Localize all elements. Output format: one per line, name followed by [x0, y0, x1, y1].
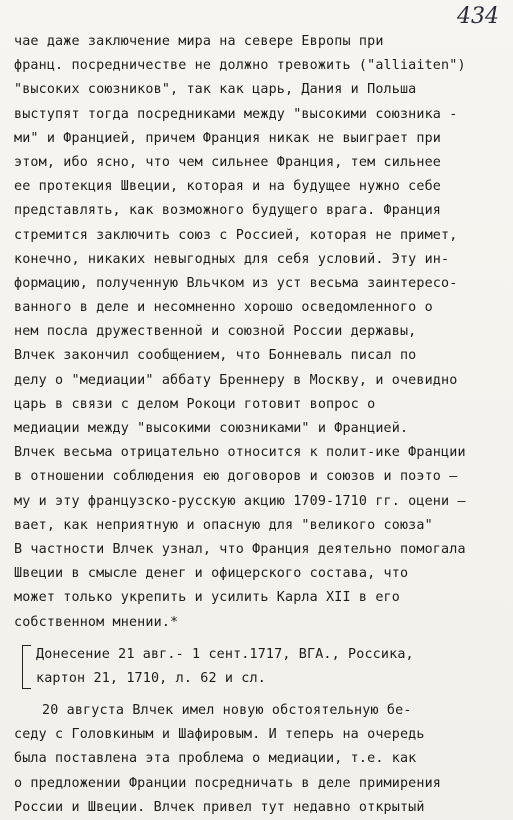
text-line: может только укрепить и усилить Карла XII в его	[14, 590, 400, 606]
text-line: этом, ибо ясно, что чем сильнее Франция, тем сильнее	[14, 154, 442, 170]
text-line: о предложении Франции посредничать в деле примирения	[14, 775, 442, 791]
text-line: Влчек закончил сообщением, что Бонневаль писал по	[14, 348, 417, 364]
footnote-line: Донесение 21 авг.- 1 сент.1717, ВГА., Россика,	[36, 646, 414, 662]
text-line: "высоких союзников", так как царь, Дания и Польша	[14, 82, 417, 98]
text-line: седу с Головкиным и Шафировым. И теперь на очередь	[14, 727, 425, 743]
text-line: формацию, полученную Вльчком из уст весьма заинтересо-	[14, 275, 458, 291]
page-number: 434	[457, 4, 499, 29]
text-line: представлять, как возможного будущего врага. Франция	[14, 203, 442, 219]
text-line: ванного в деле и несомненно хорошо осведомленного о	[14, 300, 433, 316]
text-line: делу о "медиации" аббату Бреннеру в Москву, и очевидно	[14, 372, 458, 388]
paragraph-2	[14, 441, 498, 635]
text-line: ее протекция Швеции, которая и на будущее нужно себе	[14, 179, 442, 195]
text-line: стремится заключить союз с Россией, которая не примет,	[14, 227, 458, 243]
text-line: франц. посредничестве не должно тревожить ("alliaiten")	[14, 58, 466, 74]
text-line: В частности Влчек узнал, что Франция деятельно помогала	[14, 541, 466, 557]
text-line: чае даже заключение мира на севере Европы при	[14, 34, 384, 49]
text-line: вает, как неприятную и опасную для "великого союза"	[14, 517, 433, 533]
text-line: 20 августа Влчек имел новую обстоятельную бе-	[42, 703, 412, 719]
text-line: нем посла дружественной и союзной России державы,	[14, 324, 417, 340]
text-line: выступят тогда посредниками между "высокими союзника -	[14, 106, 458, 122]
footnote	[22, 643, 498, 691]
text-line: Влчек весьма отрицательно относится к полит-ике Франции	[14, 445, 466, 461]
text-line: ми" и Францией, причем Франция никак не выиграет при	[14, 130, 442, 146]
text-line: собственном мнении.*	[14, 614, 179, 630]
footnote-bracket	[22, 645, 31, 689]
paragraph-1	[14, 30, 498, 441]
text-line: была поставлена эта проблема о медиации, т.е. как	[14, 751, 417, 767]
text-line: России и Швеции. Влчек привел тут недавно открытый	[14, 799, 425, 815]
body-text	[14, 30, 498, 820]
text-line: му и эту французско-русскую акцию 1709-1710 гг. оцени –	[14, 493, 466, 509]
text-line: Швеции в смысле денег и офицерского состава, что	[14, 566, 409, 582]
text-line: царь в связи с делом Рокоци готовит вопрос о	[14, 396, 376, 412]
text-line: конечно, никаких невыгодных для себя условий. Эту ин-	[14, 251, 450, 267]
paragraph-3	[14, 699, 498, 820]
text-line: в отношении соблюдения ею договоров и союзов и поэто –	[14, 469, 458, 485]
footnote-line: картон 21, 1710, л. 62 и сл.	[36, 670, 266, 686]
text-line: медиации между "высокими союзниками" и Францией.	[14, 421, 409, 436]
